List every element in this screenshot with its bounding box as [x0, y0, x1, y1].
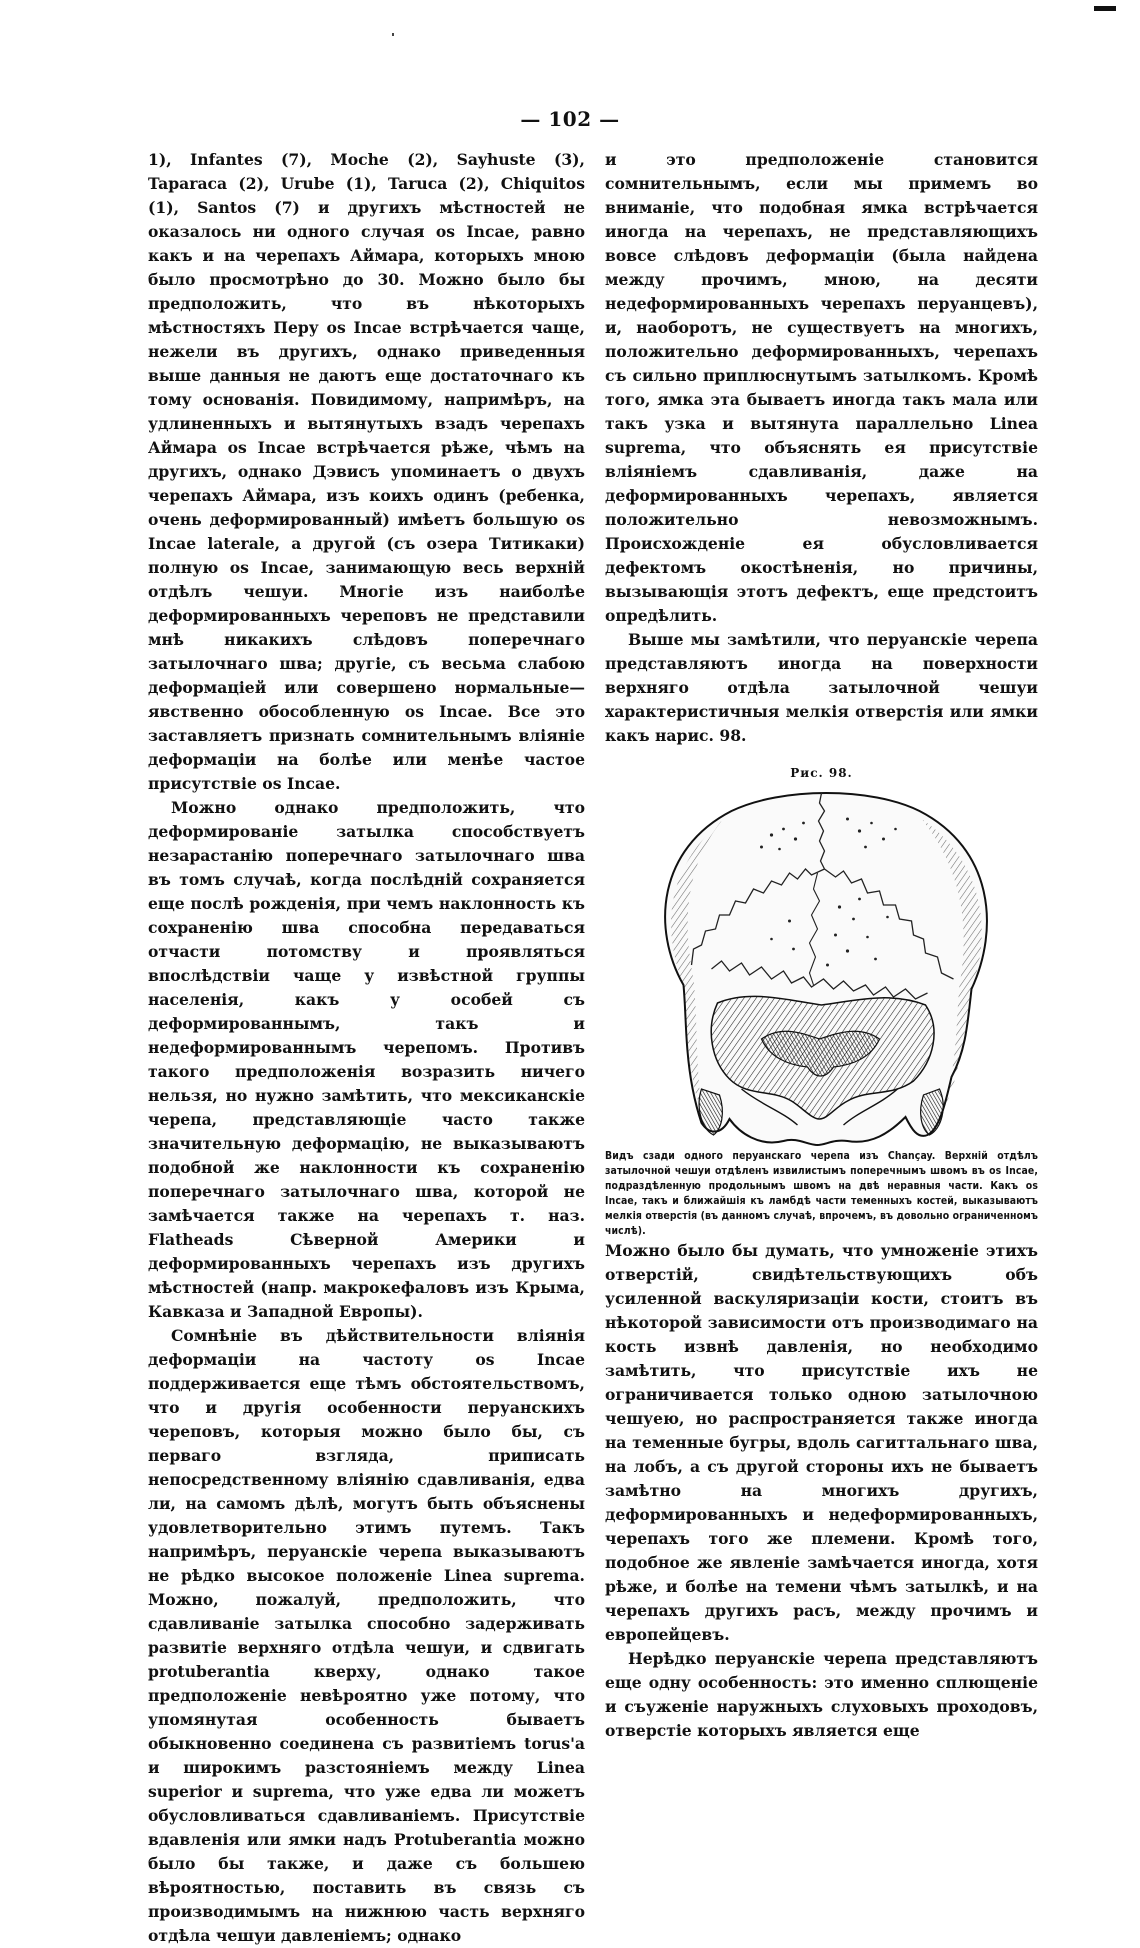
figure-label: Рис. 98.: [790, 766, 853, 780]
skull-illustration: [619, 789, 1024, 1149]
left-column: [148, 148, 585, 1948]
left-paragraph-1: 1), Infantes (7), Moche (2), Sayhuste (3), Taparaca (2), Urube (1), Taruca (2), Chiquitos (1), Santos (7) и другихъ мѣстностей не оказалось ни одного случая os Incae, равно какъ и на черепахъ Аймара, которыхъ мною было просмотрѣно до 30. Можно было бы предположить, что въ нѣкоторыхъ мѣстностяхъ Перу os Incae встрѣчается чаще, нежели въ другихъ, однако приведенныя выше данныя не даютъ еще достаточнаго къ тому основанія. Повидимому, напримѣръ, на удлиненныхъ и вытянутыхъ взадъ черепахъ Аймара os Incae встрѣчается рѣже, чѣмъ на другихъ, однако Дэвисъ упоминаетъ о двухъ черепахъ Аймара, изъ коихъ одинъ (ребенка, очень деформированный) имѣетъ большую os Incae laterale, а другой (съ озера Титикаки) полную os Incae, занимающую весь верхній отдѣлъ чешуи. Многіе изъ наиболѣе деформированныхъ череповъ не представили мнѣ никакихъ слѣдовъ поперечнаго затылочнаго шва; другіе, съ весьма слабою деформацiей или совершено нормальные—явственно обособленную os Incae. Все это заставляетъ признать сомнительнымъ вліяніе деформаціи на болѣе или менѣе частое присутствіе os Incae.: [148, 150, 585, 793]
figure-caption: Видъ сзади одного перуанскаго черепа изъ Chançay. Верхній отдѣлъ затылочной чешуи отдѣленъ извилистымъ поперечнымъ швомъ въ os Incae, подраздѣленную продольнымъ швомъ на двѣ неравныя части. Какъ os Incae, такъ и ближайшія къ ламбдѣ части теменныхъ костей, выказываютъ мелкія отверстія (въ данномъ случаѣ, впрочемъ, въ довольно ограниченномъ числѣ).: [605, 1150, 1038, 1237]
scan-speck: [392, 33, 394, 36]
left-paragraph-2: Можно однако предположить, что деформированіе затылка способствуетъ незарастанію поперечнаго затылочнаго шва въ томъ случаѣ, когда послѣдній сохраняется еще послѣ рожденія, при чемъ наклонность къ сохраненію шва способна передаваться отчасти потомству и проявляться впослѣдствіи чаще у извѣстной группы населенія, какъ у особей съ деформированнымъ, такъ и недеформированнымъ черепомъ. Противъ такого предположенія возразить ничего нельзя, но нужно замѣтить, что мексиканскіе черепа, представляющіе часто также значительную деформацію, не выказываютъ подобной же наклонности къ сохраненію поперечнаго затылочнаго шва, которой не замѣчается также на черепахъ т. наз. Flatheads Сѣверной Америки и деформированныхъ черепахъ изъ другихъ мѣстностей (напр. макрокефаловъ изъ Крыма, Кавказа и Западной Европы).: [148, 798, 585, 1321]
right-column: [605, 148, 1038, 1743]
right-paragraph-2: Выше мы замѣтили, что перуанскіе черепа представляютъ иногда на поверхности верхняго отдѣла затылочной чешуи характеристичныя мелкія отверстія или ямки какъ нарис. 98.: [605, 630, 1038, 745]
right-paragraph-1: и это предположеніе становится сомнительнымъ, если мы примемъ во вниманіе, что подобная ямка встрѣчается иногда на черепахъ, не представляющихъ вовсе слѣдовъ деформаціи (была найдена между прочимъ, мною, на десяти недеформированныхъ черепахъ перуанцевъ), и, наоборотъ, не существуетъ на многихъ, положительно деформированныхъ, черепахъ съ сильно приплюснутымъ затылкомъ. Кромѣ того, ямка эта бываетъ иногда такъ мала или такъ узка и вытянута параллельно Linea suprema, что объяснять ея присутствіе вліяніемъ сдавливанія, даже на деформированныхъ черепахъ, является положительно невозможнымъ. Происхожденіе ея обусловливается дефектомъ окостѣненія, но причины, вызывающія этотъ дефектъ, еще предстоитъ опредѣлить.: [605, 150, 1038, 625]
left-paragraph-3: Сомнѣніе въ дѣйствительности вліянія деформаціи на частоту os Incae поддерживается еще тѣмъ обстоятельствомъ, что и другія особенности перуанскихъ череповъ, которыя можно было бы, съ перваго взгляда, приписать непосредственному вліянію сдавливанія, едва ли, на самомъ дѣлѣ, могутъ быть объяснены удовлетворительно этимъ путемъ. Такъ напримѣръ, перуанскіе черепа выказываютъ не рѣдко высокое положеніе Linea suprema. Можно, пожалуй, предположить, что сдавливаніе затылка способно задерживать развитіе верхняго отдѣла чешуи, и сдвигать protuberantia кверху, однако такое предположеніе невѣроятно уже потому, что упомянутая особенность бываетъ обыкновенно соединена съ развитіемъ torus'а и широкимъ разстояніемъ между Linea superior и suprema, что уже едва ли можетъ обусловливаться сдавливаніемъ. Присутствіе вдавленія или ямки надъ Protuberantia можно было бы также, и даже съ большею вѣроятностью, поставить въ связь съ производимымъ на нижнюю часть верхняго отдѣла чешуи давленіемъ; однако: [148, 1326, 585, 1945]
page-number: — 102 —: [520, 107, 620, 131]
right-paragraph-4: Нерѣдко перуанскіе черепа представляютъ еще одну особенность: это именно сплющеніе и съуженіе наружныхъ слуховыхъ проходовъ, отверстіе которыхъ является еще: [605, 1649, 1038, 1740]
scan-edge-mark: [1094, 6, 1116, 11]
right-paragraph-3: Можно было бы думать, что умноженіе этихъ отверстій, свидѣтельствующихъ объ усиленной васкуляризаціи кости, стоитъ въ нѣкоторой зависимости отъ производимаго на кость извнѣ давленія, но необходимо замѣтить, что присутствіе ихъ не ограничивается только одною затылочною чешуею, но распространяется также иногда на теменные бугры, вдоль сагиттальнаго шва, на лобъ, а съ другой стороны ихъ не бываетъ замѣтно на многихъ другихъ, деформированныхъ и недеформированныхъ, черепахъ того же племени. Кромѣ того, подобное же явленіе замѣчается иногда, хотя рѣже, и болѣе на темени чѣмъ затылкѣ, и на черепахъ другихъ расъ, между прочимъ и европейцевъ.: [605, 1241, 1038, 1644]
